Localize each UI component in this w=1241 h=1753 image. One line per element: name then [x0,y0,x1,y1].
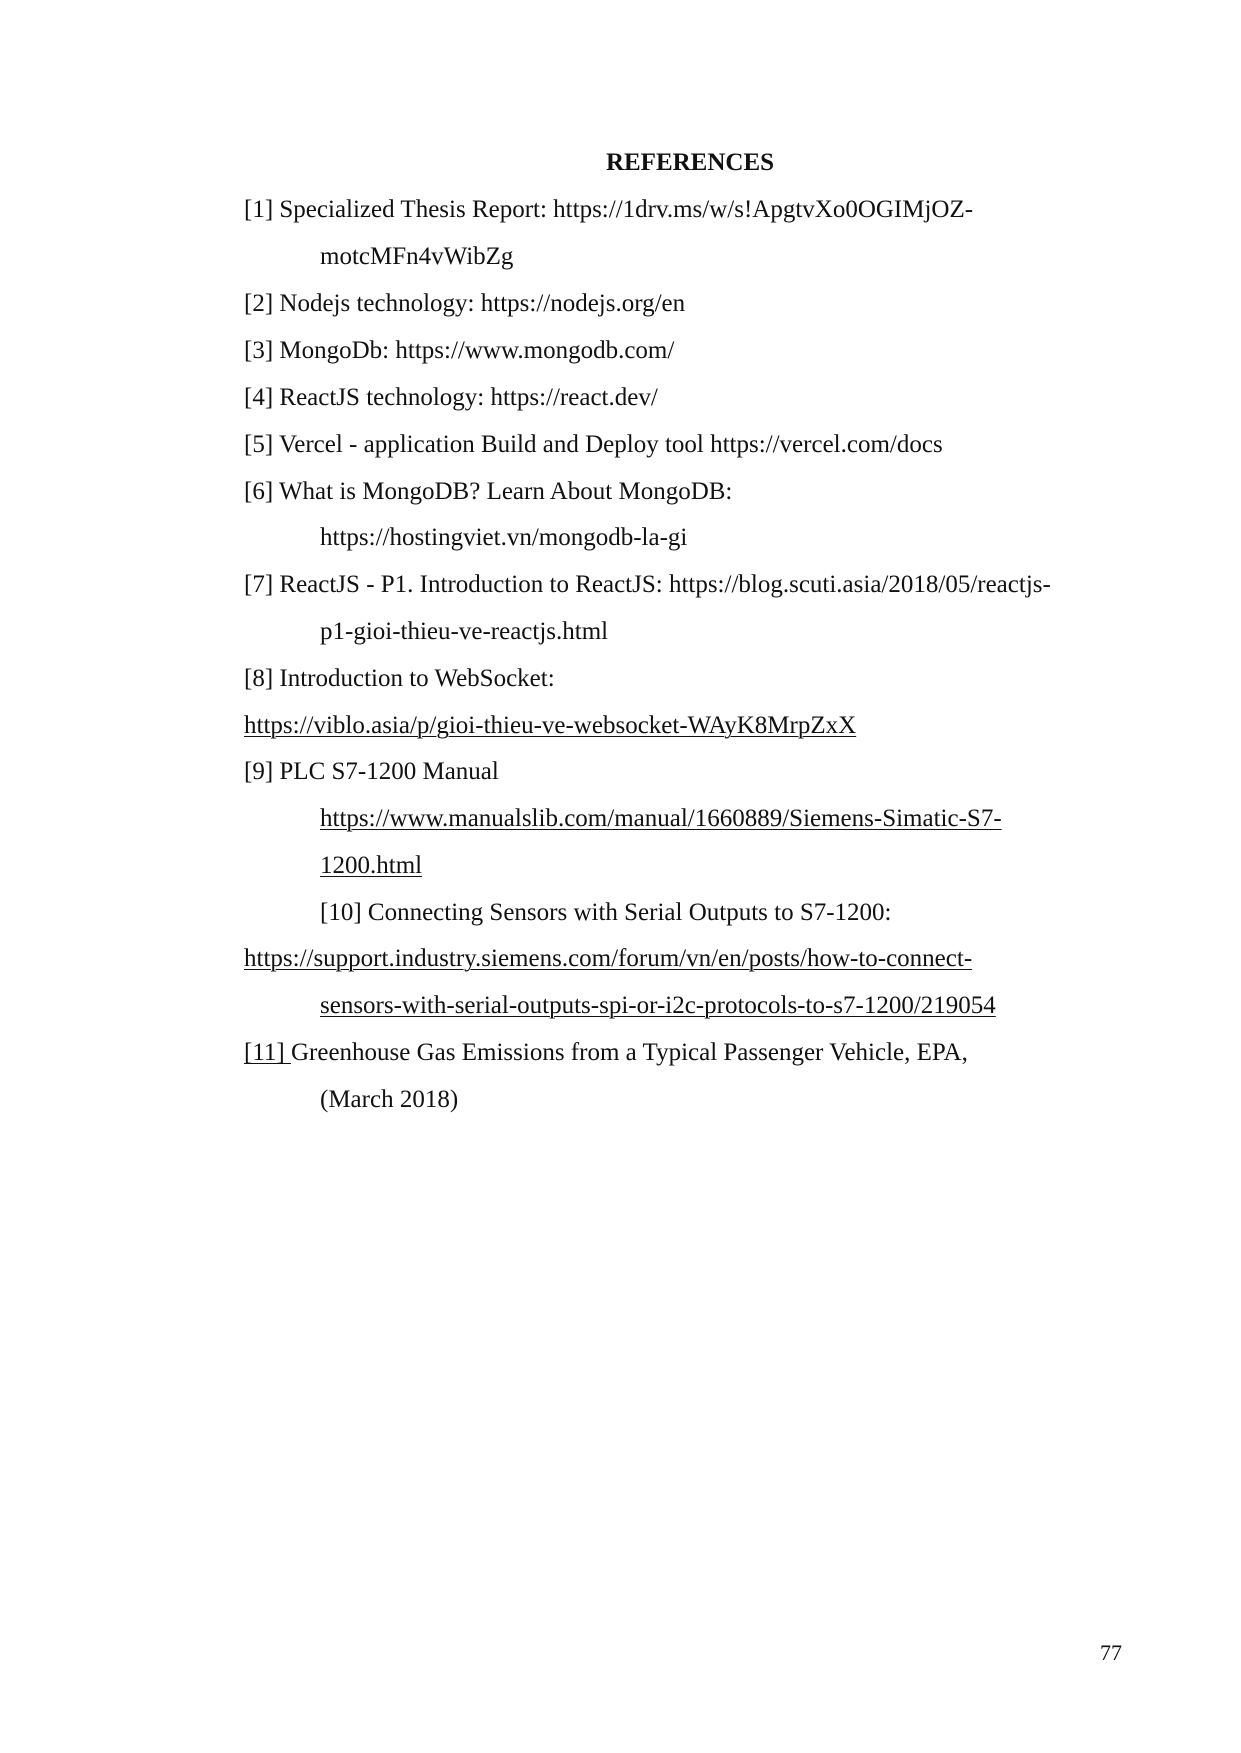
reference-10-link[interactable]: https://support.industry.siemens.com/forum/vn/en/posts/how-to-connect- [244,945,973,972]
reference-3: [3] MongoDb: https://www.mongodb.com/ [244,337,675,364]
reference-6: [6] What is MongoDB? Learn About MongoDB: [244,478,733,505]
reference-10-link-continuation[interactable]: sensors-with-serial-outputs-spi-or-i2c-protocols-to-s7-1200/219054 [320,992,996,1019]
reference-11-text: Greenhouse Gas Emissions from a Typical Passenger Vehicle, EPA, [290,1039,968,1066]
reference-8-link[interactable]: https://viblo.asia/p/gioi-thieu-ve-websocket-WAyK8MrpZxX [244,712,857,739]
reference-7: [7] ReactJS - P1. Introduction to ReactJS: https://blog.scuti.asia/2018/05/reactjs- [244,571,1051,598]
reference-7-continuation: p1-gioi-thieu-ve-reactjs.html [320,618,609,645]
reference-10: [10] Connecting Sensors with Serial Outputs to S7-1200: [320,899,892,926]
reference-11 [244,1038,968,1068]
reference-6-continuation: https://hostingviet.vn/mongodb-la-gi [320,524,688,551]
reference-9-link-continuation[interactable]: 1200.html [320,852,423,879]
reference-11-continuation: (March 2018) [320,1086,459,1113]
reference-5: [5] Vercel - application Build and Deploy tool https://vercel.com/docs [244,431,943,458]
page-number: 77 [1100,1640,1122,1665]
reference-1-continuation: motcMFn4vWibZg [320,243,514,270]
references-heading: REFERENCES [605,149,775,176]
reference-8: [8] Introduction to WebSocket: [244,665,555,692]
reference-4: [4] ReactJS technology: https://react.dev/ [244,384,658,411]
reference-11-number: [11] [244,1039,291,1066]
reference-9-link[interactable]: https://www.manualslib.com/manual/1660889/Siemens-Simatic-S7- [320,805,1002,832]
reference-1: [1] Specialized Thesis Report: https://1drv.ms/w/s!ApgtvXo0OGIMjOZ- [244,196,974,223]
reference-9: [9] PLC S7-1200 Manual [244,758,499,785]
reference-2: [2] Nodejs technology: https://nodejs.org/en [244,290,686,317]
